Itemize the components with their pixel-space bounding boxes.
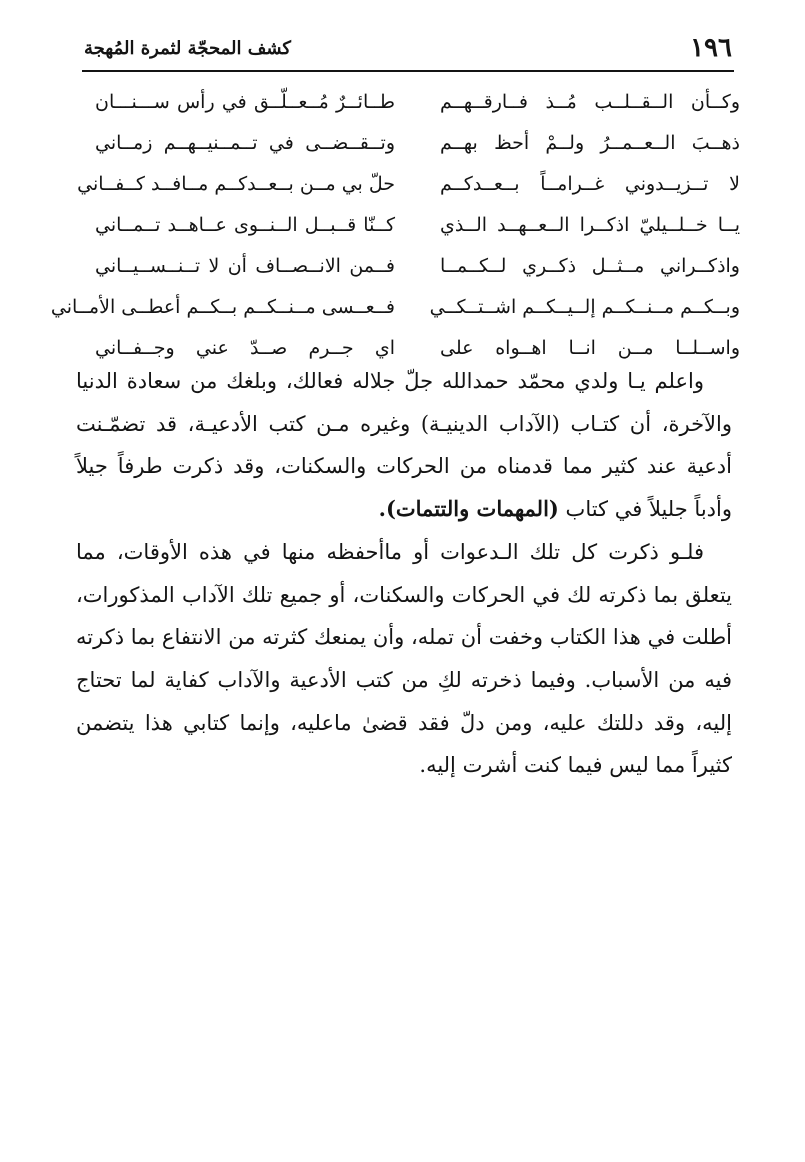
running-title: كشف المحجّة لثمرة المُهجة [84, 37, 291, 59]
verse-second-hemistich: وتــقــضــى في تــمــنيــهــم زمــاني [95, 132, 395, 154]
poem-verse [50, 287, 740, 328]
page-header [84, 28, 732, 68]
poem-verse [70, 205, 740, 246]
verse-first-hemistich: يــا خــلــيليّ اذكــرا الــعــهــد الــذي [440, 214, 740, 236]
verse-second-hemistich: فــمن الانــصــاف أن لا تــنــســيــاني [95, 255, 395, 277]
page-number: ١٩٦ [690, 33, 732, 63]
poem-verse [70, 123, 740, 164]
poem-verse [70, 82, 740, 123]
body-text [76, 360, 732, 787]
header-rule [82, 70, 734, 72]
verse-first-hemistich: لا تــزيــدوني غــرامــاً بــعــدكــم [440, 173, 740, 195]
paragraph-text: واعلم يـا ولدي محمّد حمدالله جلّ جلاله فعالك، وبلغك من سعادة الدنيا والآخرة، أن كتـاب (الآداب الدينيـة) وغيره مـن كتب الأدعيـة، قد تضمّـنت أدعية عند كثير مما قدمناه من الحركات والسكنات، وقد ذكرت طرفاً جيلاً وأدباً جليلاً في كتاب [76, 369, 732, 522]
verse-first-hemistich: واذكــراني مــثــل ذكــري لــكــمــا [440, 255, 740, 277]
verse-second-hemistich: فــعــسى مــنــكــم بــكــم أعطــى الأمــاني [50, 296, 395, 318]
verse-second-hemistich: طــائــرٌ مُــعــلّــق في رأس ســـنـــان [95, 91, 395, 113]
verse-first-hemistich: وكــأن الــقــلــب مُــذ فــارقــهــم [440, 91, 740, 113]
poem-verse [70, 246, 740, 287]
verse-second-hemistich: اي جــرم صــدّ عني وجــفــاني [95, 337, 395, 359]
paragraph: فلـو ذكرت كل تلك الـدعوات أو ماأحفظه منها في هذه الأوقات، مما يتعلق بما ذكرته لك في الحركات والسكنات، أو جميع تلك الآداب المذكورات، أطلت في هذا الكتاب وخفت أن تمله، وأن يمنعك كثرته من الانتفاع بما ذكرته فيه من الأسباب. وفيما ذخرته لكِ من كتب الأدعية والآداب كفاية لما تحتاج إليه، وقد دللتك عليه، ومن دلّ فقد قضىٰ ماعليه، وإنما كتابي هذا يتضمن كثيراً مما ليس فيما كنت أشرت إليه. [76, 539, 732, 778]
verse-second-hemistich: حلّ بي مــن بــعــدكــم مــافــد كــفــاني [77, 173, 395, 195]
poem [50, 82, 740, 369]
verse-second-hemistich: كــنّا قــبــل الــنــوى عــاهــد تــمــاني [95, 214, 395, 236]
paragraph [76, 360, 732, 531]
poem-verse [70, 164, 740, 205]
verse-first-hemistich: واســلــا مــن انــا اهــواه على [440, 337, 740, 359]
verse-first-hemistich: وبــكــم مــنــكــم إلــيــكــم اشــتــكــي [429, 296, 740, 318]
verse-first-hemistich: ذهــبَ الــعــمــرُ ولــمْ أحظ بهــم [440, 132, 740, 154]
book-title-bold: (المهمات والتتمات). [378, 496, 559, 522]
